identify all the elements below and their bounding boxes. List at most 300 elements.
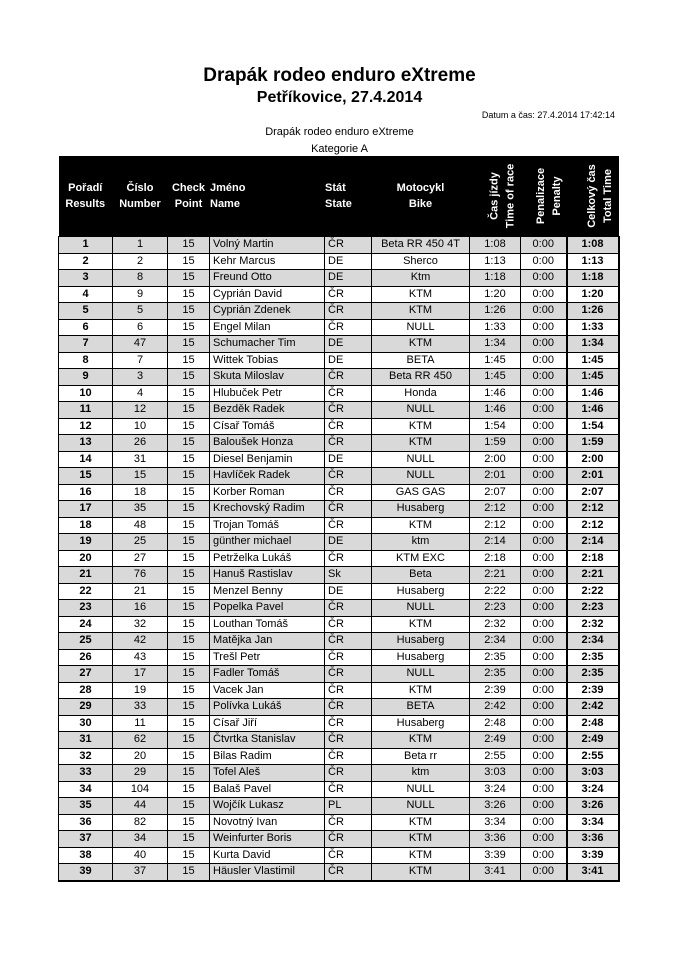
- race-time-cell: 2:32: [470, 616, 521, 633]
- penalty-cell: 0:00: [521, 798, 567, 815]
- race-time-cell: 2:14: [470, 534, 521, 551]
- checkpoint-cell: 15: [168, 666, 210, 683]
- rank-cell: 1: [59, 237, 113, 254]
- penalty-cell: 0:00: [521, 781, 567, 798]
- total-cell: 1:46: [567, 402, 619, 419]
- rank-cell: 38: [59, 847, 113, 864]
- page-subtitle: Petříkovice, 27.4.2014: [256, 89, 423, 106]
- total-cell: 2:48: [567, 715, 619, 732]
- number-cell: 31: [113, 451, 168, 468]
- state-cell: DE: [325, 336, 372, 353]
- total-cell: 2:32: [567, 616, 619, 633]
- name-cell: Freund Otto: [210, 270, 325, 287]
- bike-cell: Honda: [372, 385, 470, 402]
- rank-cell: 13: [59, 435, 113, 452]
- total-cell: 2:35: [567, 649, 619, 666]
- col-penalty: Penalizace Penalty: [521, 156, 567, 237]
- checkpoint-cell: 15: [168, 682, 210, 699]
- number-cell: 25: [113, 534, 168, 551]
- rank-cell: 5: [59, 303, 113, 320]
- state-cell: ČR: [325, 715, 372, 732]
- col-name: Jméno Name: [210, 156, 325, 237]
- col-bike: Motocykl Bike: [372, 156, 470, 237]
- checkpoint-cell: 15: [168, 336, 210, 353]
- state-cell: ČR: [325, 666, 372, 683]
- checkpoint-cell: 15: [168, 352, 210, 369]
- name-cell: Císař Tomáš: [210, 418, 325, 435]
- bike-cell: KTM EXC: [372, 550, 470, 567]
- penalty-cell: 0:00: [521, 484, 567, 501]
- results-table: [58, 156, 620, 882]
- race-time-cell: 2:48: [470, 715, 521, 732]
- penalty-cell: 0:00: [521, 666, 567, 683]
- state-cell: ČR: [325, 468, 372, 485]
- race-time-cell: 3:24: [470, 781, 521, 798]
- race-time-cell: 1:34: [470, 336, 521, 353]
- name-cell: Císař Jiří: [210, 715, 325, 732]
- bike-cell: Sherco: [372, 253, 470, 270]
- penalty-cell: 0:00: [521, 468, 567, 485]
- checkpoint-cell: 15: [168, 517, 210, 534]
- checkpoint-cell: 15: [168, 699, 210, 716]
- number-cell: 32: [113, 616, 168, 633]
- rank-cell: 6: [59, 319, 113, 336]
- total-cell: 2:42: [567, 699, 619, 716]
- bike-cell: KTM: [372, 682, 470, 699]
- table-row: [59, 798, 619, 815]
- race-time-cell: 3:03: [470, 765, 521, 782]
- rank-cell: 10: [59, 385, 113, 402]
- bike-cell: KTM: [372, 616, 470, 633]
- checkpoint-cell: 15: [168, 633, 210, 650]
- table-row: [59, 567, 619, 584]
- state-cell: ČR: [325, 319, 372, 336]
- name-cell: Krechovský Radim: [210, 501, 325, 518]
- number-cell: 42: [113, 633, 168, 650]
- number-cell: 12: [113, 402, 168, 419]
- bike-cell: KTM: [372, 847, 470, 864]
- name-cell: Matějka Jan: [210, 633, 325, 650]
- race-time-cell: 2:01: [470, 468, 521, 485]
- checkpoint-cell: 15: [168, 732, 210, 749]
- table-row: [59, 765, 619, 782]
- state-cell: ČR: [325, 765, 372, 782]
- number-cell: 33: [113, 699, 168, 716]
- state-cell: ČR: [325, 616, 372, 633]
- name-cell: Vacek Jan: [210, 682, 325, 699]
- total-cell: 1:26: [567, 303, 619, 320]
- number-cell: 27: [113, 550, 168, 567]
- state-cell: ČR: [325, 385, 372, 402]
- race-time-cell: 1:45: [470, 369, 521, 386]
- total-cell: 1:59: [567, 435, 619, 452]
- table-row: [59, 451, 619, 468]
- table-row: [59, 715, 619, 732]
- col-number: Číslo Number: [113, 156, 168, 237]
- number-cell: 35: [113, 501, 168, 518]
- number-cell: 7: [113, 352, 168, 369]
- checkpoint-cell: 15: [168, 468, 210, 485]
- state-cell: DE: [325, 534, 372, 551]
- rank-cell: 16: [59, 484, 113, 501]
- total-cell: 2:22: [567, 583, 619, 600]
- total-cell: 2:18: [567, 550, 619, 567]
- penalty-cell: 0:00: [521, 748, 567, 765]
- race-time-cell: 1:59: [470, 435, 521, 452]
- penalty-cell: 0:00: [521, 831, 567, 848]
- bike-cell: NULL: [372, 600, 470, 617]
- checkpoint-cell: 15: [168, 501, 210, 518]
- bike-cell: ktm: [372, 534, 470, 551]
- number-cell: 4: [113, 385, 168, 402]
- rank-cell: 32: [59, 748, 113, 765]
- penalty-cell: 0:00: [521, 352, 567, 369]
- name-cell: Tofel Aleš: [210, 765, 325, 782]
- rank-cell: 15: [59, 468, 113, 485]
- name-cell: Hlubuček Petr: [210, 385, 325, 402]
- bike-cell: NULL: [372, 781, 470, 798]
- page-title: Drapák rodeo enduro eXtreme: [203, 65, 476, 86]
- rank-cell: 30: [59, 715, 113, 732]
- checkpoint-cell: 15: [168, 303, 210, 320]
- checkpoint-cell: 15: [168, 402, 210, 419]
- name-cell: Korber Roman: [210, 484, 325, 501]
- table-row: [59, 699, 619, 716]
- race-time-cell: 3:26: [470, 798, 521, 815]
- penalty-cell: 0:00: [521, 319, 567, 336]
- number-cell: 26: [113, 435, 168, 452]
- table-row: [59, 616, 619, 633]
- bike-cell: NULL: [372, 319, 470, 336]
- total-cell: 2:12: [567, 501, 619, 518]
- number-cell: 15: [113, 468, 168, 485]
- col-rank: Pořadí Results: [59, 156, 113, 237]
- race-time-cell: 1:46: [470, 402, 521, 419]
- name-cell: Novotný Ivan: [210, 814, 325, 831]
- bike-cell: ktm: [372, 765, 470, 782]
- total-cell: 1:45: [567, 369, 619, 386]
- checkpoint-cell: 15: [168, 715, 210, 732]
- total-cell: 1:46: [567, 385, 619, 402]
- penalty-cell: 0:00: [521, 583, 567, 600]
- checkpoint-cell: 15: [168, 798, 210, 815]
- penalty-cell: 0:00: [521, 517, 567, 534]
- total-cell: 1:34: [567, 336, 619, 353]
- race-time-cell: 2:21: [470, 567, 521, 584]
- total-cell: 3:24: [567, 781, 619, 798]
- name-cell: Fadler Tomáš: [210, 666, 325, 683]
- number-cell: 19: [113, 682, 168, 699]
- table-row: [59, 336, 619, 353]
- penalty-cell: 0:00: [521, 682, 567, 699]
- col-state: Stát State: [325, 156, 372, 237]
- name-cell: Kurta David: [210, 847, 325, 864]
- table-row: [59, 517, 619, 534]
- bike-cell: NULL: [372, 666, 470, 683]
- state-cell: ČR: [325, 501, 372, 518]
- state-cell: ČR: [325, 600, 372, 617]
- table-row: [59, 748, 619, 765]
- race-time-cell: 3:41: [470, 864, 521, 881]
- rank-cell: 22: [59, 583, 113, 600]
- total-cell: 1:54: [567, 418, 619, 435]
- table-row: [59, 270, 619, 287]
- rank-cell: 11: [59, 402, 113, 419]
- bike-cell: BETA: [372, 352, 470, 369]
- checkpoint-cell: 15: [168, 765, 210, 782]
- state-cell: ČR: [325, 237, 372, 254]
- name-cell: Schumacher Tim: [210, 336, 325, 353]
- state-cell: ČR: [325, 550, 372, 567]
- rank-cell: 24: [59, 616, 113, 633]
- bike-cell: KTM: [372, 435, 470, 452]
- total-cell: 2:55: [567, 748, 619, 765]
- rank-cell: 36: [59, 814, 113, 831]
- penalty-cell: 0:00: [521, 418, 567, 435]
- name-cell: Bilas Radim: [210, 748, 325, 765]
- race-time-cell: 2:23: [470, 600, 521, 617]
- penalty-cell: 0:00: [521, 633, 567, 650]
- rank-cell: 28: [59, 682, 113, 699]
- checkpoint-cell: 15: [168, 237, 210, 254]
- race-time-cell: 2:34: [470, 633, 521, 650]
- rank-cell: 31: [59, 732, 113, 749]
- name-cell: Kehr Marcus: [210, 253, 325, 270]
- rank-cell: 18: [59, 517, 113, 534]
- name-cell: Cyprián David: [210, 286, 325, 303]
- rank-cell: 4: [59, 286, 113, 303]
- total-cell: 2:12: [567, 517, 619, 534]
- rank-cell: 7: [59, 336, 113, 353]
- name-cell: Bezděk Radek: [210, 402, 325, 419]
- number-cell: 5: [113, 303, 168, 320]
- number-cell: 11: [113, 715, 168, 732]
- name-cell: Trešl Petr: [210, 649, 325, 666]
- bike-cell: KTM: [372, 418, 470, 435]
- race-time-cell: 1:46: [470, 385, 521, 402]
- race-time-cell: 1:13: [470, 253, 521, 270]
- header-row: [59, 156, 619, 237]
- state-cell: ČR: [325, 435, 372, 452]
- bike-cell: Husaberg: [372, 649, 470, 666]
- state-cell: ČR: [325, 847, 372, 864]
- total-cell: 1:13: [567, 253, 619, 270]
- checkpoint-cell: 15: [168, 435, 210, 452]
- table-row: [59, 303, 619, 320]
- checkpoint-cell: 15: [168, 781, 210, 798]
- total-cell: 2:14: [567, 534, 619, 551]
- bike-cell: BETA: [372, 699, 470, 716]
- number-cell: 34: [113, 831, 168, 848]
- state-cell: ČR: [325, 303, 372, 320]
- rank-cell: 2: [59, 253, 113, 270]
- table-row: [59, 435, 619, 452]
- state-cell: ČR: [325, 517, 372, 534]
- state-cell: ČR: [325, 286, 372, 303]
- race-time-cell: 1:33: [470, 319, 521, 336]
- bike-cell: Beta: [372, 567, 470, 584]
- table-row: [59, 831, 619, 848]
- penalty-cell: 0:00: [521, 534, 567, 551]
- number-cell: 1: [113, 237, 168, 254]
- penalty-cell: 0:00: [521, 567, 567, 584]
- race-time-cell: 1:54: [470, 418, 521, 435]
- number-cell: 44: [113, 798, 168, 815]
- number-cell: 20: [113, 748, 168, 765]
- bike-cell: KTM: [372, 732, 470, 749]
- checkpoint-cell: 15: [168, 319, 210, 336]
- total-cell: 2:35: [567, 666, 619, 683]
- rank-cell: 8: [59, 352, 113, 369]
- checkpoint-cell: 15: [168, 847, 210, 864]
- state-cell: ČR: [325, 649, 372, 666]
- bike-cell: NULL: [372, 451, 470, 468]
- total-cell: 2:01: [567, 468, 619, 485]
- state-cell: ČR: [325, 633, 372, 650]
- table-row: [59, 369, 619, 386]
- table-row: [59, 484, 619, 501]
- name-cell: Weinfurter Boris: [210, 831, 325, 848]
- race-time-cell: 3:34: [470, 814, 521, 831]
- rank-cell: 34: [59, 781, 113, 798]
- checkpoint-cell: 15: [168, 534, 210, 551]
- total-cell: 1:33: [567, 319, 619, 336]
- name-cell: Havlíček Radek: [210, 468, 325, 485]
- table-row: [59, 633, 619, 650]
- table-row: [59, 732, 619, 749]
- penalty-cell: 0:00: [521, 385, 567, 402]
- state-cell: ČR: [325, 699, 372, 716]
- penalty-cell: 0:00: [521, 550, 567, 567]
- rank-cell: 29: [59, 699, 113, 716]
- total-cell: 2:23: [567, 600, 619, 617]
- table-row: [59, 682, 619, 699]
- number-cell: 17: [113, 666, 168, 683]
- state-cell: DE: [325, 583, 372, 600]
- bike-cell: KTM: [372, 303, 470, 320]
- number-cell: 8: [113, 270, 168, 287]
- checkpoint-cell: 15: [168, 567, 210, 584]
- table-row: [59, 402, 619, 419]
- rank-cell: 23: [59, 600, 113, 617]
- checkpoint-cell: 15: [168, 600, 210, 617]
- table-row: [59, 352, 619, 369]
- category-label: Kategorie A: [311, 143, 368, 155]
- race-time-cell: 2:49: [470, 732, 521, 749]
- table-row: [59, 286, 619, 303]
- checkpoint-cell: 15: [168, 649, 210, 666]
- name-cell: Baloušek Honza: [210, 435, 325, 452]
- rank-cell: 9: [59, 369, 113, 386]
- number-cell: 2: [113, 253, 168, 270]
- table-row: [59, 649, 619, 666]
- name-cell: Wittek Tobias: [210, 352, 325, 369]
- penalty-cell: 0:00: [521, 451, 567, 468]
- checkpoint-cell: 15: [168, 385, 210, 402]
- total-cell: 2:00: [567, 451, 619, 468]
- table-row: [59, 864, 619, 881]
- race-time-cell: 2:35: [470, 649, 521, 666]
- table-row: [59, 418, 619, 435]
- race-time-cell: 2:00: [470, 451, 521, 468]
- penalty-cell: 0:00: [521, 435, 567, 452]
- state-cell: ČR: [325, 418, 372, 435]
- bike-cell: KTM: [372, 814, 470, 831]
- penalty-cell: 0:00: [521, 303, 567, 320]
- bike-cell: KTM: [372, 831, 470, 848]
- bike-cell: KTM: [372, 286, 470, 303]
- total-cell: 3:34: [567, 814, 619, 831]
- bike-cell: NULL: [372, 402, 470, 419]
- number-cell: 43: [113, 649, 168, 666]
- checkpoint-cell: 15: [168, 831, 210, 848]
- name-cell: Skuta Miloslav: [210, 369, 325, 386]
- name-cell: Trojan Tomáš: [210, 517, 325, 534]
- race-time-cell: 1:18: [470, 270, 521, 287]
- penalty-cell: 0:00: [521, 847, 567, 864]
- bike-cell: KTM: [372, 336, 470, 353]
- rank-cell: 19: [59, 534, 113, 551]
- penalty-cell: 0:00: [521, 369, 567, 386]
- rank-cell: 20: [59, 550, 113, 567]
- bike-cell: KTM: [372, 517, 470, 534]
- state-cell: ČR: [325, 402, 372, 419]
- penalty-cell: 0:00: [521, 814, 567, 831]
- total-cell: 2:07: [567, 484, 619, 501]
- name-cell: Häusler Vlastimil: [210, 864, 325, 881]
- bike-cell: Beta RR 450: [372, 369, 470, 386]
- state-cell: PL: [325, 798, 372, 815]
- total-cell: 3:39: [567, 847, 619, 864]
- name-cell: Hanuš Rastislav: [210, 567, 325, 584]
- number-cell: 10: [113, 418, 168, 435]
- rank-cell: 21: [59, 567, 113, 584]
- table-row: [59, 583, 619, 600]
- penalty-cell: 0:00: [521, 336, 567, 353]
- name-cell: Popelka Pavel: [210, 600, 325, 617]
- rank-cell: 14: [59, 451, 113, 468]
- race-time-cell: 2:39: [470, 682, 521, 699]
- number-cell: 82: [113, 814, 168, 831]
- penalty-cell: 0:00: [521, 253, 567, 270]
- total-cell: 1:45: [567, 352, 619, 369]
- total-cell: 1:18: [567, 270, 619, 287]
- race-time-cell: 1:20: [470, 286, 521, 303]
- number-cell: 6: [113, 319, 168, 336]
- table-row: [59, 253, 619, 270]
- state-cell: ČR: [325, 369, 372, 386]
- bike-cell: Husaberg: [372, 633, 470, 650]
- penalty-cell: 0:00: [521, 600, 567, 617]
- total-cell: 2:34: [567, 633, 619, 650]
- state-cell: ČR: [325, 831, 372, 848]
- table-row: [59, 550, 619, 567]
- number-cell: 48: [113, 517, 168, 534]
- penalty-cell: 0:00: [521, 699, 567, 716]
- penalty-cell: 0:00: [521, 270, 567, 287]
- rank-cell: 26: [59, 649, 113, 666]
- table-row: [59, 534, 619, 551]
- checkpoint-cell: 15: [168, 253, 210, 270]
- checkpoint-cell: 15: [168, 451, 210, 468]
- state-cell: ČR: [325, 781, 372, 798]
- name-cell: Engel Milan: [210, 319, 325, 336]
- number-cell: 18: [113, 484, 168, 501]
- bike-cell: NULL: [372, 468, 470, 485]
- name-cell: Diesel Benjamin: [210, 451, 325, 468]
- bike-cell: Beta rr: [372, 748, 470, 765]
- race-time-cell: 1:45: [470, 352, 521, 369]
